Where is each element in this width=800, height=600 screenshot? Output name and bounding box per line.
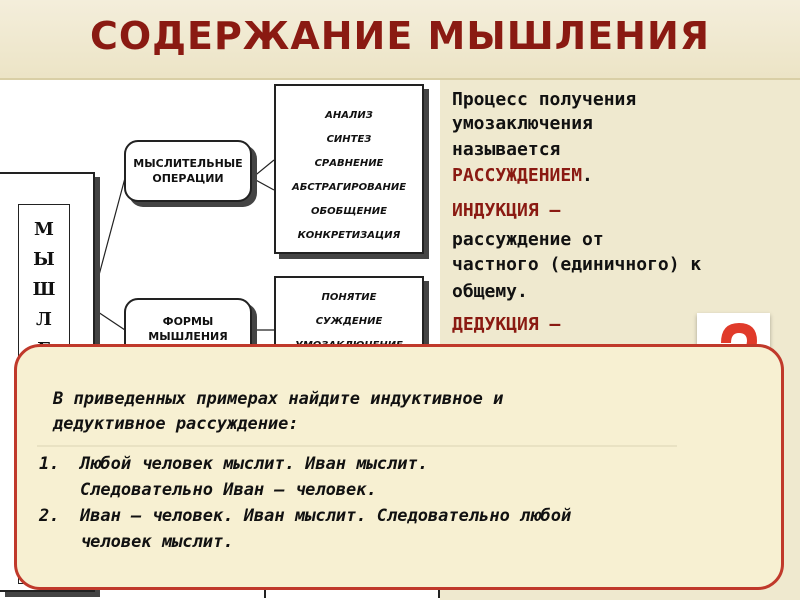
task-divider	[37, 445, 677, 447]
task-item-1: 1. Любой человек мыслит. Иван мыслит.	[39, 454, 428, 474]
operation-item: АБСТРАГИРОВАНИЕ	[291, 182, 407, 193]
definition-line: умозаключения	[452, 113, 593, 134]
operation-item: АНАЛИЗ	[325, 110, 373, 121]
operation-item: СИНТЕЗ	[326, 134, 372, 145]
root-letter: Ы	[33, 249, 55, 270]
task-item-2: 2. Иван – человек. Иван мыслит. Следовательно любой	[39, 506, 572, 526]
definition-line: называется	[452, 139, 561, 160]
reasoning-term: РАССУЖДЕНИЕМ	[452, 165, 583, 186]
task-item-1-cont: Следовательно Иван – человек.	[39, 480, 377, 500]
task-item-2-cont: человек мыслит.	[39, 532, 234, 552]
task-prompt: дедуктивное рассуждение:	[53, 414, 299, 434]
reasoning-term-line	[452, 164, 792, 188]
reasoning-dot: .	[582, 165, 593, 186]
operations-box	[124, 140, 252, 202]
slide-header	[0, 0, 800, 78]
root-letter: Л	[36, 309, 52, 330]
task-box	[14, 344, 784, 590]
page-title: СОДЕРЖАНИЕ МЫШЛЕНИЯ	[89, 14, 711, 58]
definition-line: Процесс получения	[452, 89, 637, 110]
form-item: СУЖДЕНИЕ	[315, 316, 383, 327]
operations-list-box	[274, 84, 424, 254]
root-letter: Ш	[32, 279, 56, 300]
induction-term: ИНДУКЦИЯ –	[452, 200, 561, 221]
root-letter: М	[34, 219, 54, 240]
operation-item: КОНКРЕТИЗАЦИЯ	[297, 230, 401, 241]
forms-label: ФОРМЫ МЫШЛЕНИЯ	[148, 315, 228, 343]
operations-label: МЫСЛИТЕЛЬНЫЕ ОПЕРАЦИИ	[133, 157, 243, 185]
operation-item: СРАВНЕНИЕ	[314, 158, 384, 169]
operation-item: ОБОБЩЕНИЕ	[311, 206, 387, 217]
task-prompt: В приведенных примерах найдите индуктивное и	[53, 389, 504, 409]
induction-text: частного (единичного) к	[452, 254, 702, 275]
induction-text: общему.	[452, 281, 528, 302]
deduction-term: ДЕДУКЦИЯ –	[452, 314, 561, 335]
form-item: ПОНЯТИЕ	[321, 292, 377, 303]
induction-text: рассуждение от	[452, 229, 604, 250]
